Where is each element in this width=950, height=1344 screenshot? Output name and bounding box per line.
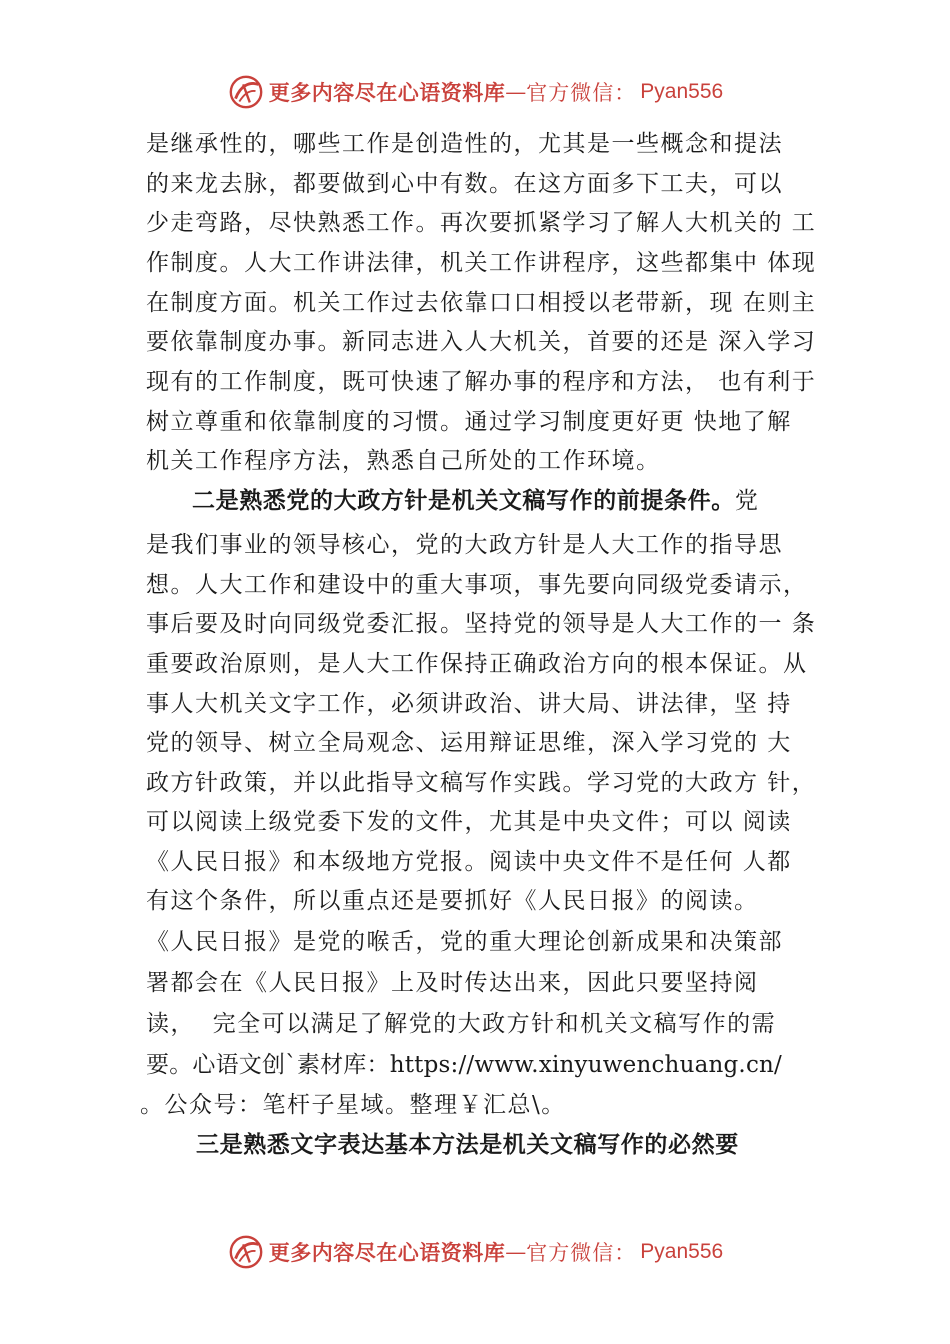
text-line: 少走弯路，尽快熟悉工作。再次要抓紧学习了解人大机关的 工	[146, 210, 817, 236]
text-line: 要依靠制度办事。新同志进入人大机关，首要的还是 深入学习	[146, 329, 817, 355]
text-line: 。公众号：笔杆子星域。整理￥汇总\。	[140, 1092, 566, 1118]
text-line: 想。人大工作和建设中的重大事项，事先要向同级党委请示，	[146, 572, 808, 598]
text-line: 《人民日报》和本级地方党报。阅读中央文件不是任何 人都	[146, 849, 792, 875]
text-line: 可以阅读上级党委下发的文件，尤其是中央文件；可以 阅读	[146, 809, 792, 835]
paragraph-2-heading-line	[192, 486, 759, 516]
paragraph-2-heading-tail: 党	[734, 488, 760, 514]
brand-logo-icon	[227, 73, 265, 111]
footer-wechat-label: 官方微信：	[526, 1241, 637, 1265]
header-banner	[0, 70, 950, 114]
footer-wechat-id: Pyan556	[640, 1240, 724, 1263]
footer-title: 更多内容尽在心语资料库	[268, 1240, 506, 1265]
header-wechat-id: Pyan556	[640, 80, 724, 103]
text-line: 是我们事业的领导核心，党的大政方针是人大工作的指导思	[146, 532, 783, 558]
brand-logo-icon	[227, 1233, 265, 1271]
text-line: 重要政治原则，是人大工作保持正确政治方向的根本保证。从	[146, 651, 808, 677]
paragraph-3-heading: 三是熟悉文字表达基本方法是机关文稿写作的必然要	[196, 1132, 739, 1158]
header-title: 更多内容尽在心语资料库	[268, 80, 506, 105]
text-line: 作制度。人大工作讲法律，机关工作讲程序，这些都集中 体现	[146, 250, 817, 276]
text-line: 机关工作程序方法，熟悉自己所处的工作环境。	[146, 448, 661, 474]
text-line: 现有的工作制度，既可快速了解办事的程序和方法， 也有利于	[146, 369, 817, 395]
text-line: 读， 完全可以满足了解党的大政方针和机关文稿写作的需	[146, 1011, 777, 1037]
text-line: 事人大机关文字工作，必须讲政治、讲大局、讲法律，坚 持	[146, 691, 792, 717]
text-line: 署都会在《人民日报》上及时传达出来，因此只要坚持阅	[146, 970, 759, 996]
text-line: 的来龙去脉，都要做到心中有数。在这方面多下工夫，可以	[146, 171, 783, 197]
footer-banner	[0, 1230, 950, 1274]
text-line: 在制度方面。机关工作过去依靠口口相授以老带新，现 在则主	[146, 290, 817, 316]
header-wechat-label: 官方微信：	[526, 81, 637, 105]
text-line: 是继承性的，哪些工作是创造性的，尤其是一些概念和提法	[146, 131, 783, 157]
text-line: 事后要及时向同级党委汇报。坚持党的领导是人大工作的一 条	[146, 611, 817, 637]
text-line: 《人民日报》是党的喉舌，党的重大理论创新成果和决策部	[146, 929, 783, 955]
text-line: 政方针政策，并以此指导文稿写作实践。学习党的大政方 针，	[146, 770, 817, 796]
footer-dash: —	[505, 1240, 527, 1264]
text-line: 树立尊重和依靠制度的习惯。通过学习制度更好更 快地了解	[146, 409, 792, 435]
text-line-url: 要。心语文创`素材库：https://www.xinyuwenchuang.cn/	[146, 1052, 782, 1078]
text-line: 党的领导、树立全局观念、运用辩证思维，深入学习党的 大	[146, 730, 792, 756]
text-line: 有这个条件，所以重点还是要抓好《人民日报》的阅读。	[146, 888, 759, 914]
paragraph-2-heading: 二是熟悉党的大政方针是机关文稿写作的前提条件。	[192, 488, 735, 514]
header-dash: —	[505, 80, 527, 104]
